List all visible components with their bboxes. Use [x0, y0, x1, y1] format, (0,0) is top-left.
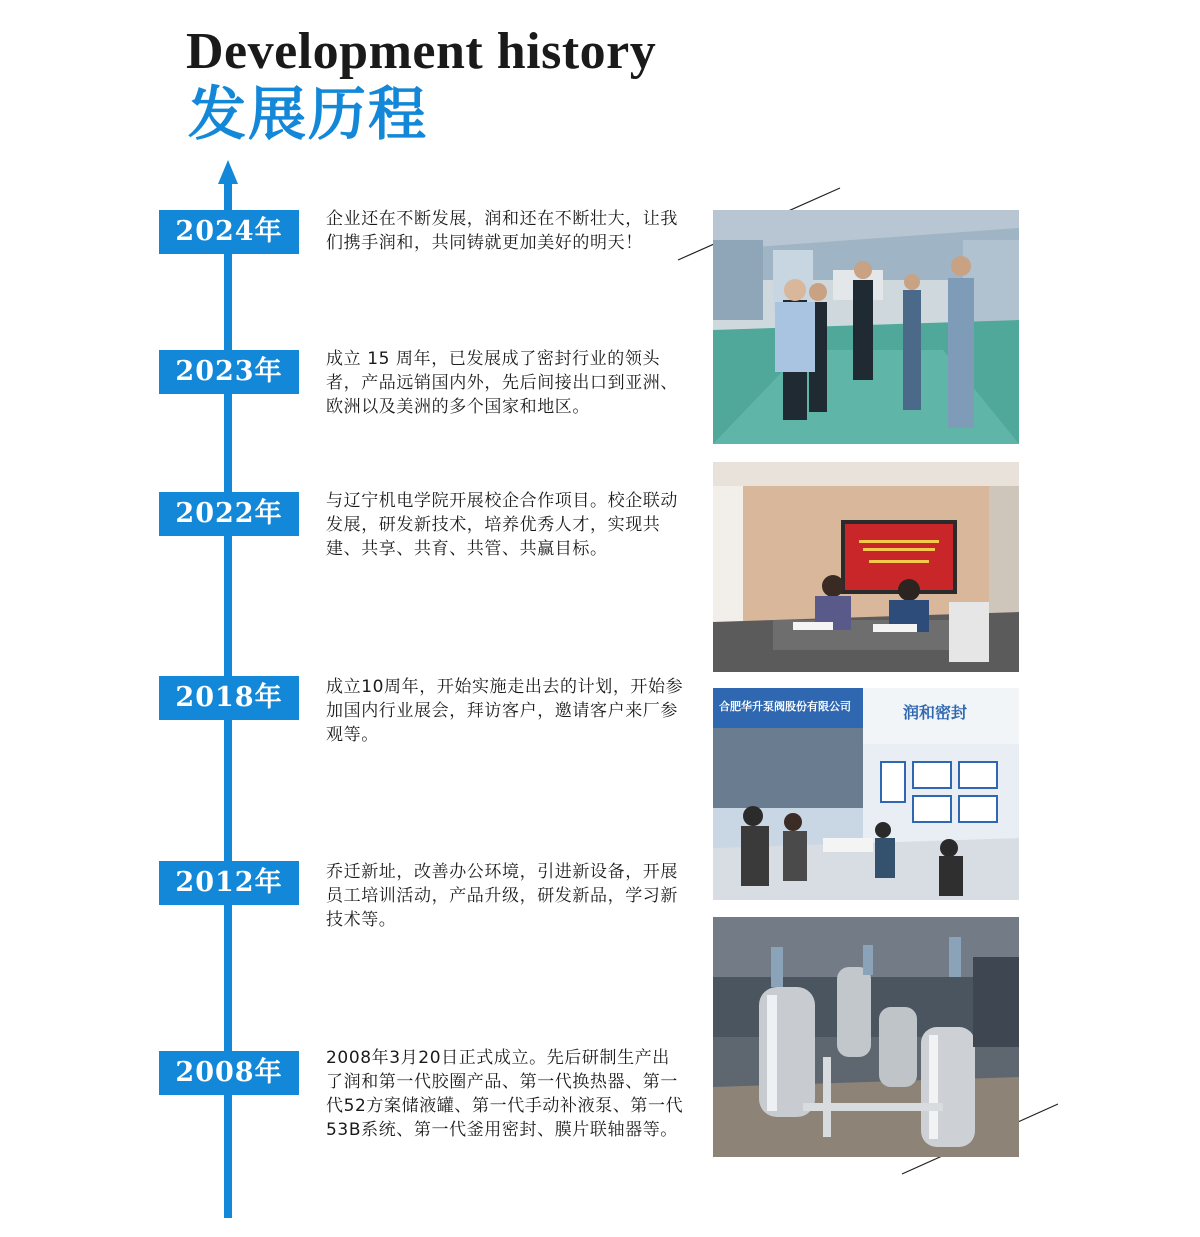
expo-company-sign: 合肥华升泵阀股份有限公司	[719, 700, 851, 713]
milestone-2008-text: 2008年3月20日正式成立。先后研制生产出了润和第一代胶圈产品、第一代换热器、第一代52方案储液罐、第一代手动补液泵、第一代53B系统、第一代釜用密封、膜片联轴器等。	[326, 1048, 684, 1140]
milestone-2012-text: 乔迁新址，改善办公环境，引进新设备，开展员工培训活动，产品升级，研发新品，学习新技术等。	[326, 862, 678, 930]
year-badge-2012: 2012年	[159, 861, 299, 905]
year-badge-2018: 2018年	[159, 676, 299, 720]
year-badge-2008: 2008年	[159, 1051, 299, 1095]
page-title-cn: 发展历程	[188, 80, 429, 148]
year-badge-2024: 2024年	[159, 210, 299, 254]
milestone-2024-text: 企业还在不断发展，润和还在不断壮大，让我们携手润和，共同铸就更加美好的明天！	[326, 209, 678, 253]
year-badge-2022: 2022年	[159, 492, 299, 536]
expo-brand-sign: 润和密封	[903, 703, 968, 722]
photo-trade-expo	[713, 688, 1019, 900]
photo-signing-ceremony	[713, 462, 1019, 672]
milestone-2018-text: 成立10周年，开始实施走出去的计划，开始参加国内行业展会，拜访客户，邀请客户来厂参观等。	[326, 677, 684, 745]
year-badge-2023: 2023年	[159, 350, 299, 394]
photo-factory-visit	[713, 210, 1019, 444]
milestone-2022-text: 与辽宁机电学院开展校企合作项目。校企联动发展，研发新技术，培养优秀人才，实现共建、共享、共育、共管、共赢目标。	[326, 491, 678, 559]
page-title-en: Development history	[186, 23, 657, 80]
photo-equipment	[713, 917, 1019, 1157]
milestone-2023-text: 成立 15 周年，已发展成了密封行业的领头者，产品远销国内外，先后间接出口到亚洲、欧洲以及美洲的多个国家和地区。	[326, 349, 678, 417]
